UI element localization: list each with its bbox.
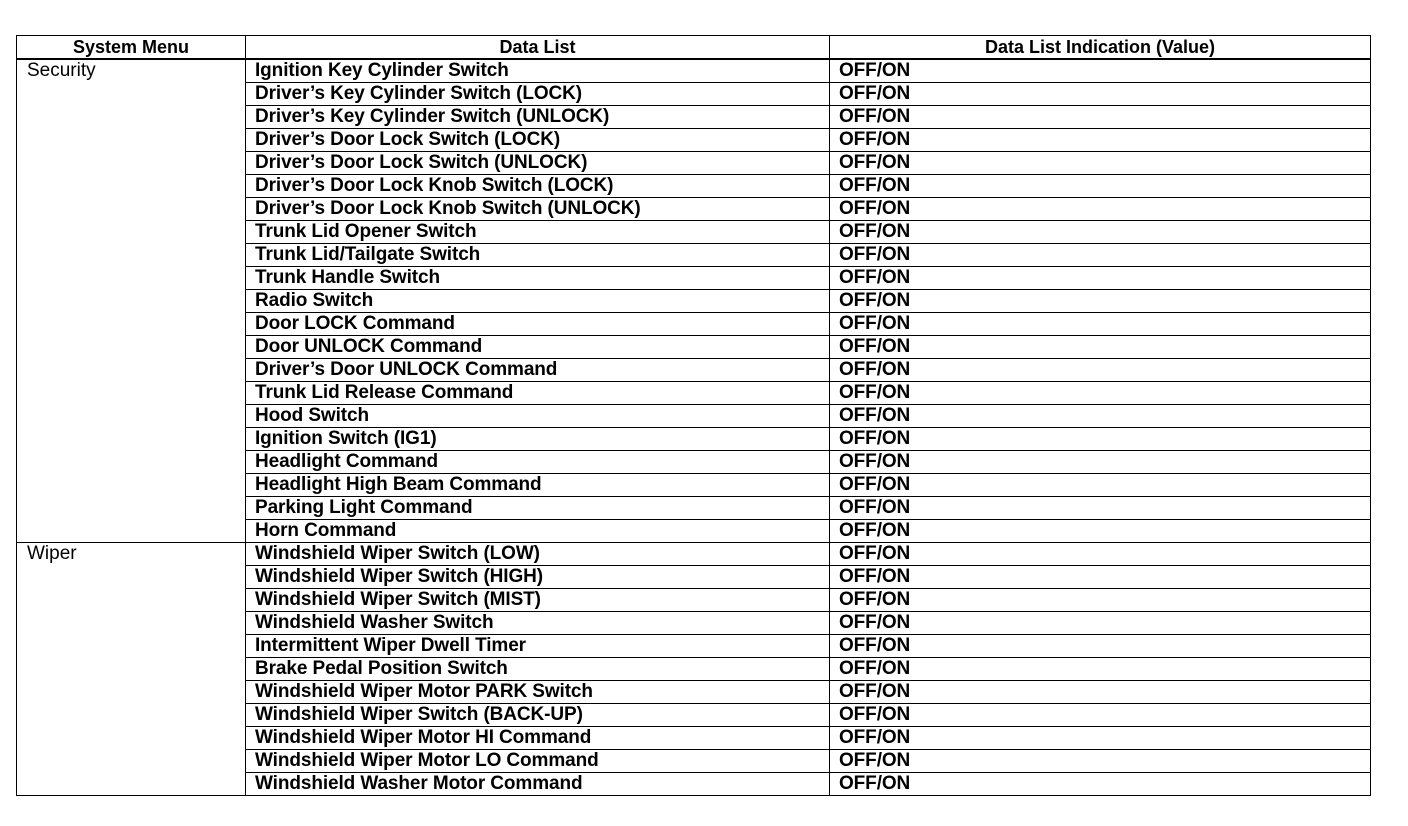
data-list-value: OFF/ON (830, 106, 1371, 129)
data-list-value: OFF/ON (830, 221, 1371, 244)
system-menu-cell: Wiper (17, 543, 246, 796)
data-list-value: OFF/ON (830, 382, 1371, 405)
data-list-item: Driver’s Door UNLOCK Command (246, 359, 830, 382)
header-data-list-indication: Data List Indication (Value) (830, 36, 1371, 60)
data-list-item: Windshield Wiper Motor LO Command (246, 750, 830, 773)
data-list-item: Door UNLOCK Command (246, 336, 830, 359)
data-list-value: OFF/ON (830, 474, 1371, 497)
data-list-value: OFF/ON (830, 750, 1371, 773)
data-list-item: Trunk Lid Opener Switch (246, 221, 830, 244)
data-list-value: OFF/ON (830, 520, 1371, 543)
header-row (17, 36, 1371, 60)
data-list-value: OFF/ON (830, 543, 1371, 566)
data-list-item: Windshield Wiper Switch (LOW) (246, 543, 830, 566)
data-list-item: Headlight Command (246, 451, 830, 474)
data-list-value: OFF/ON (830, 59, 1371, 83)
data-list-item: Ignition Switch (IG1) (246, 428, 830, 451)
data-list-item: Driver’s Door Lock Knob Switch (UNLOCK) (246, 198, 830, 221)
data-list-item: Radio Switch (246, 290, 830, 313)
data-list-item: Trunk Lid/Tailgate Switch (246, 244, 830, 267)
data-list-value: OFF/ON (830, 773, 1371, 796)
data-list-item: Intermittent Wiper Dwell Timer (246, 635, 830, 658)
data-list-value: OFF/ON (830, 635, 1371, 658)
data-list-item: Windshield Wiper Motor HI Command (246, 727, 830, 750)
data-list-value: OFF/ON (830, 451, 1371, 474)
data-list-value: OFF/ON (830, 704, 1371, 727)
system-menu-cell: Security (17, 59, 246, 543)
data-list-value: OFF/ON (830, 658, 1371, 681)
data-list-value: OFF/ON (830, 428, 1371, 451)
data-list-item: Driver’s Door Lock Switch (LOCK) (246, 129, 830, 152)
data-list-value: OFF/ON (830, 313, 1371, 336)
data-list-item: Hood Switch (246, 405, 830, 428)
data-list-item: Trunk Lid Release Command (246, 382, 830, 405)
data-list-value: OFF/ON (830, 129, 1371, 152)
data-list-value: OFF/ON (830, 497, 1371, 520)
data-list-value: OFF/ON (830, 244, 1371, 267)
data-list-item: Brake Pedal Position Switch (246, 658, 830, 681)
data-list-value: OFF/ON (830, 589, 1371, 612)
header-system-menu: System Menu (17, 36, 246, 60)
data-list-value: OFF/ON (830, 566, 1371, 589)
data-list-value: OFF/ON (830, 175, 1371, 198)
data-list-item: Driver’s Door Lock Switch (UNLOCK) (246, 152, 830, 175)
data-list-value: OFF/ON (830, 336, 1371, 359)
header-data-list: Data List (246, 36, 830, 60)
data-list-item: Windshield Wiper Switch (HIGH) (246, 566, 830, 589)
data-list-value: OFF/ON (830, 359, 1371, 382)
data-list-item: Driver’s Door Lock Knob Switch (LOCK) (246, 175, 830, 198)
data-list-item: Windshield Wiper Switch (MIST) (246, 589, 830, 612)
data-list-value: OFF/ON (830, 290, 1371, 313)
data-list-value: OFF/ON (830, 681, 1371, 704)
data-list-item: Windshield Washer Motor Command (246, 773, 830, 796)
data-list-value: OFF/ON (830, 83, 1371, 106)
data-list-value: OFF/ON (830, 152, 1371, 175)
table-row (17, 59, 1371, 83)
data-list-value: OFF/ON (830, 727, 1371, 750)
data-list-item: Door LOCK Command (246, 313, 830, 336)
data-list-item: Driver’s Key Cylinder Switch (LOCK) (246, 83, 830, 106)
table-body (17, 59, 1371, 796)
data-list-item: Trunk Handle Switch (246, 267, 830, 290)
data-list-item: Headlight High Beam Command (246, 474, 830, 497)
data-list-value: OFF/ON (830, 405, 1371, 428)
data-list-value: OFF/ON (830, 267, 1371, 290)
data-list-value: OFF/ON (830, 198, 1371, 221)
data-list-item: Windshield Washer Switch (246, 612, 830, 635)
data-list-table (16, 35, 1371, 796)
data-list-item: Horn Command (246, 520, 830, 543)
data-list-item: Windshield Wiper Switch (BACK-UP) (246, 704, 830, 727)
data-list-item: Driver’s Key Cylinder Switch (UNLOCK) (246, 106, 830, 129)
data-list-value: OFF/ON (830, 612, 1371, 635)
data-list-item: Parking Light Command (246, 497, 830, 520)
table-row (17, 543, 1371, 566)
data-list-item: Ignition Key Cylinder Switch (246, 59, 830, 83)
data-list-item: Windshield Wiper Motor PARK Switch (246, 681, 830, 704)
